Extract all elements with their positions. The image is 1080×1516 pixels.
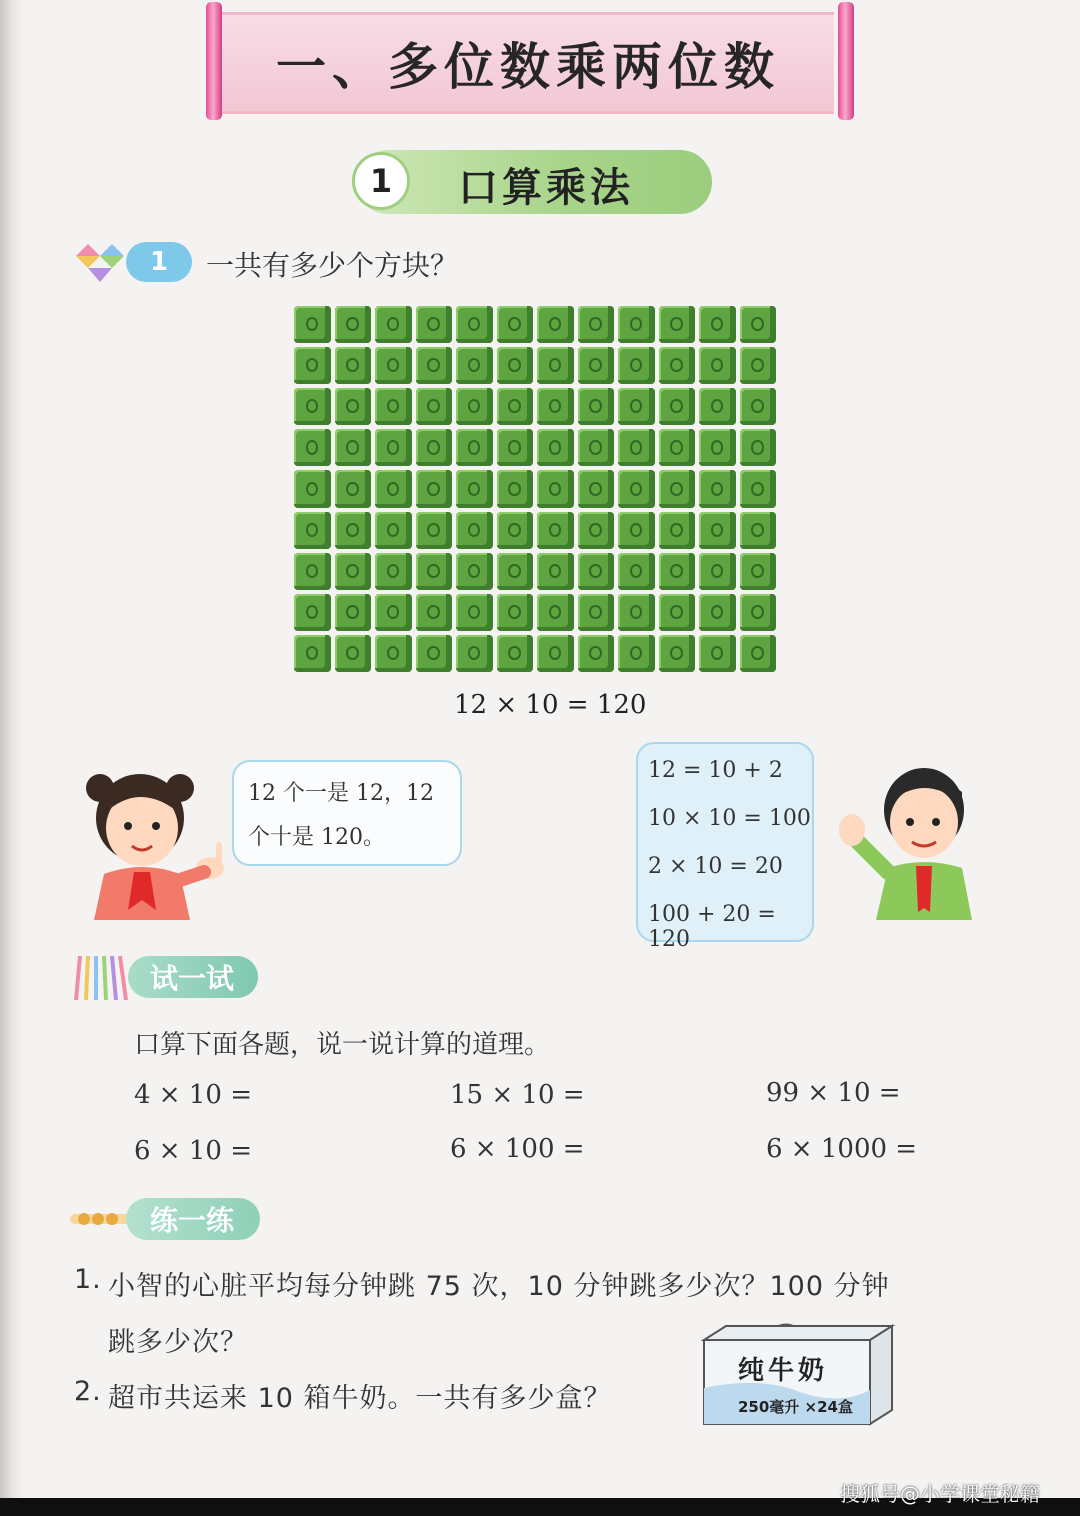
cube bbox=[537, 429, 574, 466]
cube bbox=[294, 429, 331, 466]
problem-2-number: 2. bbox=[74, 1376, 102, 1407]
cube bbox=[618, 594, 655, 631]
cube bbox=[456, 553, 493, 590]
cube bbox=[537, 594, 574, 631]
exercise-1: 4 × 10 = bbox=[134, 1080, 252, 1110]
cube bbox=[699, 306, 736, 343]
section-number: 1 bbox=[352, 152, 410, 210]
cube bbox=[497, 388, 534, 425]
scroll-rod-right bbox=[838, 2, 854, 120]
cube bbox=[294, 470, 331, 507]
cube bbox=[740, 470, 777, 507]
cube bbox=[578, 429, 615, 466]
milk-box-illustration bbox=[700, 1318, 896, 1428]
boy-speech-line-3: 2 × 10 = 20 bbox=[648, 854, 783, 879]
cube bbox=[416, 429, 453, 466]
cube bbox=[537, 347, 574, 384]
cube bbox=[335, 553, 372, 590]
title-banner bbox=[222, 12, 834, 114]
cube bbox=[416, 306, 453, 343]
cube bbox=[335, 512, 372, 549]
cube bbox=[740, 512, 777, 549]
cube-grid bbox=[294, 306, 776, 672]
cube bbox=[456, 347, 493, 384]
cube bbox=[618, 470, 655, 507]
cube bbox=[699, 512, 736, 549]
cube bbox=[618, 553, 655, 590]
cube bbox=[375, 306, 412, 343]
cube bbox=[578, 512, 615, 549]
cube bbox=[537, 470, 574, 507]
cube bbox=[618, 306, 655, 343]
cube bbox=[659, 306, 696, 343]
cube bbox=[578, 553, 615, 590]
cube bbox=[375, 347, 412, 384]
cube bbox=[497, 512, 534, 549]
problem-2-line-1: 超市共运来 10 箱牛奶。一共有多少盒？ bbox=[108, 1383, 612, 1414]
practice-section-label: 练一练 bbox=[126, 1198, 260, 1240]
cube bbox=[497, 553, 534, 590]
try-instruction: 口算下面各题，说一说计算的道理。 bbox=[134, 1030, 551, 1060]
cube bbox=[497, 306, 534, 343]
cube bbox=[497, 347, 534, 384]
scroll-rod-left bbox=[206, 2, 222, 120]
cube bbox=[659, 512, 696, 549]
cube bbox=[294, 512, 331, 549]
page-title: 一、多位数乘两位数 bbox=[276, 38, 780, 96]
cube bbox=[456, 306, 493, 343]
cube bbox=[375, 429, 412, 466]
cube bbox=[456, 635, 493, 672]
cube bbox=[740, 429, 777, 466]
cube bbox=[699, 594, 736, 631]
cube bbox=[699, 470, 736, 507]
girl-illustration bbox=[70, 760, 240, 920]
cube bbox=[578, 635, 615, 672]
cube bbox=[740, 635, 777, 672]
example-equation: 12 × 10 = 120 bbox=[454, 690, 647, 720]
cube bbox=[335, 306, 372, 343]
milk-box-spec: 250毫升 ×24盒 bbox=[738, 1398, 853, 1416]
cube bbox=[335, 594, 372, 631]
cube bbox=[618, 388, 655, 425]
cube bbox=[740, 306, 777, 343]
cube bbox=[497, 429, 534, 466]
cube bbox=[375, 594, 412, 631]
cube bbox=[456, 429, 493, 466]
cube bbox=[497, 470, 534, 507]
cube bbox=[699, 388, 736, 425]
cube bbox=[497, 635, 534, 672]
watermark: 搜狐号@小学课堂秘籍 bbox=[840, 1482, 1040, 1506]
cube bbox=[578, 470, 615, 507]
cube bbox=[456, 512, 493, 549]
exercise-5: 6 × 100 = bbox=[450, 1134, 585, 1164]
exercise-6: 6 × 1000 = bbox=[766, 1134, 918, 1164]
cube bbox=[618, 635, 655, 672]
counting-sticks-icon bbox=[70, 952, 132, 1004]
cube bbox=[537, 388, 574, 425]
cube bbox=[537, 635, 574, 672]
cube bbox=[740, 388, 777, 425]
girl-speech-bubble bbox=[232, 760, 462, 866]
exercise-3: 99 × 10 = bbox=[766, 1078, 901, 1108]
cube bbox=[699, 635, 736, 672]
exercise-2: 15 × 10 = bbox=[450, 1080, 585, 1110]
cube bbox=[335, 347, 372, 384]
cube bbox=[416, 388, 453, 425]
cube bbox=[375, 635, 412, 672]
boy-speech-bubble bbox=[636, 742, 814, 952]
cube bbox=[699, 429, 736, 466]
problem-1-number: 1. bbox=[74, 1264, 102, 1295]
try-section-label: 试一试 bbox=[128, 956, 258, 998]
cube bbox=[294, 553, 331, 590]
cube bbox=[375, 512, 412, 549]
boy-speech-line-2: 10 × 10 = 100 bbox=[648, 806, 811, 831]
girl-speech-line-1: 12 个一是 12，12 bbox=[248, 781, 434, 806]
problem-1-line-1: 小智的心脏平均每分钟跳 75 次，10 分钟跳多少次？100 分钟 bbox=[108, 1271, 890, 1302]
cube bbox=[294, 594, 331, 631]
cube bbox=[618, 429, 655, 466]
example-question: 一共有多少个方块？ bbox=[206, 249, 459, 282]
cube bbox=[456, 594, 493, 631]
cube bbox=[699, 553, 736, 590]
exercise-4: 6 × 10 = bbox=[134, 1136, 252, 1166]
cube bbox=[659, 347, 696, 384]
cube bbox=[294, 388, 331, 425]
book-spine-shadow bbox=[0, 0, 24, 1500]
cube bbox=[294, 306, 331, 343]
cube bbox=[416, 594, 453, 631]
cube bbox=[416, 347, 453, 384]
cube bbox=[335, 635, 372, 672]
boy-illustration bbox=[830, 752, 980, 920]
cube bbox=[537, 553, 574, 590]
cube bbox=[618, 347, 655, 384]
cube bbox=[335, 388, 372, 425]
cube bbox=[659, 635, 696, 672]
example-number-badge: 1 bbox=[126, 242, 192, 282]
milk-box-name: 纯牛奶 bbox=[738, 1356, 829, 1386]
boy-speech-line-4: 100 + 20 = 120 bbox=[648, 902, 776, 952]
boy-speech-line-1: 12 = 10 + 2 bbox=[648, 758, 783, 783]
cube bbox=[375, 388, 412, 425]
problem-1-line-2: 跳多少次？ bbox=[108, 1327, 248, 1358]
cube bbox=[659, 594, 696, 631]
cube bbox=[335, 429, 372, 466]
cube bbox=[537, 512, 574, 549]
cube bbox=[659, 470, 696, 507]
cube bbox=[740, 594, 777, 631]
cube bbox=[659, 388, 696, 425]
cube bbox=[699, 347, 736, 384]
cube bbox=[578, 347, 615, 384]
cube bbox=[456, 388, 493, 425]
cube bbox=[456, 470, 493, 507]
cube bbox=[578, 306, 615, 343]
cube bbox=[578, 388, 615, 425]
cube bbox=[416, 470, 453, 507]
cube bbox=[294, 347, 331, 384]
cube bbox=[375, 470, 412, 507]
cube bbox=[659, 553, 696, 590]
cube bbox=[335, 470, 372, 507]
cube bbox=[740, 553, 777, 590]
girl-speech-line-2: 个十是 120。 bbox=[248, 825, 385, 850]
cube bbox=[294, 635, 331, 672]
cube bbox=[416, 553, 453, 590]
tangram-icon bbox=[72, 238, 126, 286]
cube bbox=[416, 635, 453, 672]
cube bbox=[659, 429, 696, 466]
cube bbox=[578, 594, 615, 631]
cube bbox=[497, 594, 534, 631]
cube bbox=[375, 553, 412, 590]
cube bbox=[537, 306, 574, 343]
cube bbox=[740, 347, 777, 384]
cube bbox=[416, 512, 453, 549]
cube bbox=[618, 512, 655, 549]
section-title: 口算乘法 bbox=[458, 165, 634, 211]
